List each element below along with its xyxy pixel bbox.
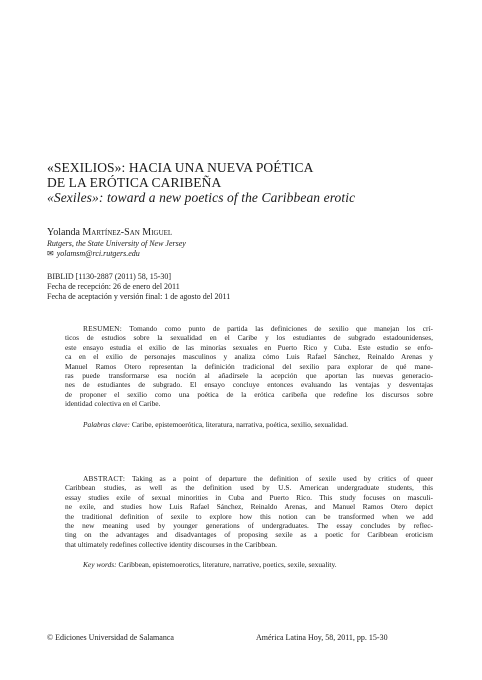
- key-words-label: Key words:: [83, 560, 117, 570]
- footer-journal-citation: América Latina Hoy, 58, 2011, pp. 15-30: [256, 633, 388, 642]
- author-affiliation: Rutgers, the State University of New Jersey: [47, 239, 186, 248]
- abstract-line: Caribbean studies, as well as the definition used by U.S. American undergraduate students, this: [65, 483, 433, 493]
- resumen-line: ticos de estudios sobre la sexualidad en el Caribe y los estudiantes de subgrado estadounidenses,: [65, 333, 433, 343]
- author-info: [47, 227, 447, 259]
- palabras-clave-label: Palabras clave:: [83, 419, 130, 429]
- abstract-line: essay studies exile of sexual minorities in Cuba and Puerto Rico. This study focuses on masculi-: [65, 492, 433, 502]
- biblio-info: [47, 272, 447, 302]
- abstract-line: ting on the advantages and disadvantages of proposing sexile as a poetic for Caribbean eroticism: [65, 530, 433, 540]
- abstract-line: ne exile, and studies how Luis Rafael Sánchez, Reinaldo Arenas, and Manuel Ramos Otero depict: [65, 502, 433, 512]
- resumen-section: [65, 324, 433, 429]
- author-last-name: Martínez-San Miguel: [82, 227, 173, 238]
- abstract-line: the traditional definition of sexile to explore how this notion can be transformed when we add: [65, 511, 433, 521]
- abstract-section: [65, 474, 433, 570]
- resumen-line: de proponer el sexilio como una poética de la erótica caribeña que redefine los discursos sobre: [65, 389, 433, 399]
- resumen-line: este ensayo estudia el exilio de las minorías sexuales en Puerto Rico y Cuba. Este estudio se enfo-: [65, 342, 433, 352]
- reception-date: Fecha de recepción: 26 de enero del 2011: [47, 282, 180, 291]
- abstract-heading: ABSTRACT:: [83, 474, 126, 483]
- author-email-line: [47, 249, 447, 259]
- abstract-line: that ultimately redefines collective identity discourses in the Caribbean.: [65, 539, 278, 549]
- abstract-line: ABSTRACT: Taking as a point of departure the definition of sexile used by critics of queer: [83, 474, 433, 483]
- resumen-line: Manuel Ramos Otero representan la definición tradicional del sexilio para explorar de qué mane-: [65, 361, 433, 371]
- author-email[interactable]: yolamsm@rci.rutgers.edu: [56, 249, 140, 258]
- author-name: [47, 227, 447, 239]
- resumen-line: ca en el exilio de personajes masculinos y analiza cómo Luis Rafael Sánchez, Reinaldo Arenas y: [65, 352, 433, 362]
- footer-publisher: © Ediciones Universidad de Salamanca: [47, 633, 174, 642]
- abstract-keywords: Key words: Caribbean, epistemoerotics, literature, narrative, poetics, sexile, sexuality.: [83, 560, 337, 570]
- acceptance-date: Fecha de aceptación y versión final: 1 de agosto del 2011: [47, 292, 231, 301]
- envelope-icon: ✉: [47, 249, 54, 258]
- resumen-line: identidad colectiva en el Caribe.: [65, 399, 161, 409]
- author-first-name: Yolanda: [47, 227, 83, 238]
- resumen-line: RESUMEN: Tomando como punto de partida las definiciones de sexilio que manejan los crí-: [83, 324, 433, 333]
- resumen-keywords: Palabras clave: Caribe, epistemoerótica, literatura, narrativa, poética, sexilio, sexualidad.: [83, 419, 348, 429]
- resumen-heading: RESUMEN:: [83, 324, 122, 333]
- title-line-2: DE LA ERÓTICA CARIBEÑA: [47, 175, 222, 190]
- resumen-line: ras puede transformarse esa noción al añadírsele la acepción que aportan las nuevas generacio-: [65, 371, 433, 381]
- title-line-1: «SEXILIOS»: HACIA UNA NUEVA POÉTICA: [47, 160, 314, 175]
- biblid-line: BIBLID [1130-2887 (2011) 58, 15-30]: [47, 272, 172, 281]
- english-title: «Sexiles»: toward a new poetics of the Caribbean erotic: [47, 190, 356, 205]
- abstract-line: the new meaning used by younger generations of undergraduates. The essay concludes by reflec-: [65, 521, 433, 531]
- resumen-line: nes de estudiantes de subgrado. El ensayo concluye entonces evaluando las ventajas y desventajas: [65, 380, 433, 390]
- article-title: [47, 160, 447, 205]
